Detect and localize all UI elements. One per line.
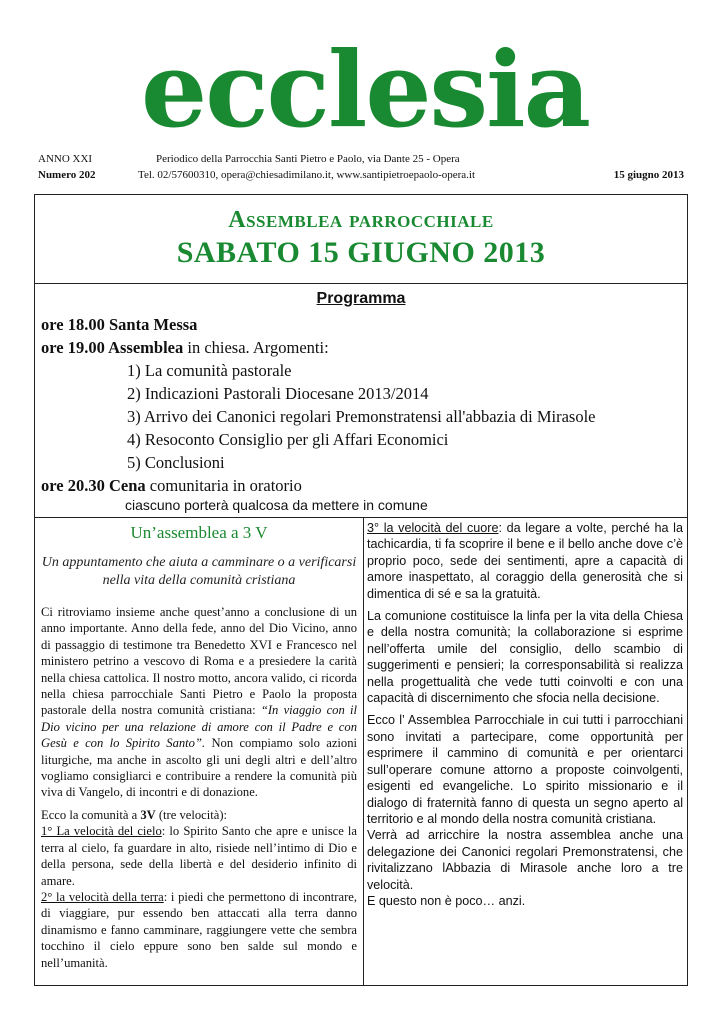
p2-bold: 3V: [140, 807, 156, 822]
publisher-info: [138, 151, 598, 183]
logo-text: ecclesia: [141, 38, 589, 148]
program-heading: Programma: [316, 290, 406, 307]
v1-label: 1° La velocità del cielo: [41, 824, 162, 839]
program-item: 4) Resoconto Consiglio per gli Affari Economici: [127, 430, 449, 449]
v2-text: : i piedi che permettono di incontrare, di viaggiare, pur essendo ben attaccati alla terra danno dinamismo e fanno camminare, raggiungere vette che sembra tocchino il cielo eppure sono ben salde sul mondo e nell’umanità.: [41, 889, 358, 970]
p2-text-a: Ecco la comunità a: [41, 807, 141, 822]
program-mass: ore 18.00 Santa Messa: [41, 315, 198, 334]
article-paragraph: [367, 520, 683, 602]
article-paragraph: [41, 807, 357, 971]
p2-text-b: (tre velocità):: [155, 807, 228, 822]
title-line1: Assemblea parrocchiale: [228, 207, 494, 233]
issue-info: [38, 151, 96, 183]
program-item: 3) Arrivo dei Canonici regolari Premonstratensi all'abbazia di Mirasole: [127, 407, 596, 426]
logo-svg: [100, 38, 630, 148]
publisher-line: Periodico della Parrocchia Santi Pietro e Paolo, via Dante 25 - Opera: [156, 153, 460, 165]
article-paragraph: [41, 604, 357, 801]
contact-line: Tel. 02/57600310, opera@chiesadimilano.it, www.santipietroepaolo-opera.it: [138, 169, 476, 181]
article-subtitle: Un appuntamento che aiuta a camminare o a verificarsi nella vita della comunità cristiana: [41, 555, 357, 588]
p1-text-a: Ci ritroviamo insieme anche quest’anno a conclusione di un anno importante. Anno della fede, anno del Dio Vicino, anno di passaggio di testimone tra Benedetto XVI e Francesco nel ministero petrino a vescovo di Roma e a presiedere la carità nella chiesa cattolica. Il nostro motto, ancora valido, ci ricorda nella chiesa parrocchiale Santi Pietro e Paolo la proposta pastorale della nostra comunità cristiana:: [41, 605, 357, 718]
program-assembly-time: ore 19.00 Assemblea: [41, 338, 184, 357]
article-right-column: [367, 520, 683, 909]
article-left-column: [41, 520, 357, 971]
program-box: [34, 284, 688, 518]
program-item: 5) Conclusioni: [127, 453, 225, 472]
issue-number: Numero 202: [38, 169, 96, 181]
v3-text: : da legare a volte, perché ha la tachicardia, ti fa scoprire il bene e il bello anche dove c’è proprio poco, sede dei sentimenti, apre a capacità di amore inaspettato, al coraggio della generosità che si dimentica di sé e sa la gratuità.: [367, 521, 683, 601]
masthead-logo: [100, 38, 630, 148]
article-paragraph: Verrà ad arricchire la nostra assemblea anche una delegazione dei Canonici regolari Premonstratensi, che rivitalizzano lAbbazia di Mirasole anche loro a tre velocità.: [367, 828, 683, 892]
title-line2: SABATO 15 GIUGNO 2013: [176, 236, 546, 269]
program-assembly-rest: in chiesa. Argomenti:: [183, 338, 329, 357]
p1-quote: “In viaggio con il Dio vicino per una relazione di amore con il Padre e con Gesù e con lo Spirito Santo”.: [41, 703, 357, 751]
program-note: ciascuno porterà qualcosa da mettere in comune: [125, 497, 428, 513]
column-divider: [363, 518, 364, 985]
v2-label: 2° la velocità della terra: [41, 889, 164, 904]
program-dinner-rest: comunitaria in oratorio: [145, 476, 302, 495]
program-dinner-time: ore 20.30 Cena: [41, 476, 146, 495]
article-paragraph: E questo non è poco… anzi.: [367, 893, 526, 908]
program-item: 1) La comunità pastorale: [127, 361, 292, 380]
issue-date: 15 giugno 2013: [613, 169, 684, 181]
p1-text-b: Non compiamo solo azioni liturgiche, ma anche in ascolto gli uni degli altri e dell’altro vogliamo consigliarci e contribuire a rendere la comunità più viva di Vangelo, di incontri e di donazione.: [41, 736, 357, 800]
v1-text: : lo Spirito Santo che apre e unisce la terra al cielo, fa guardare in alto, risiede nell’intimo di Dio e della persona, sede della libertà e del desiderio infinito di amare.: [41, 824, 357, 888]
article-box: [34, 518, 688, 986]
article-paragraph: Ecco l’ Assemblea Parrocchiale in cui tutti i parrocchiani sono invitati a partecipare, come opportunità per esprimere il cammino di comunità e per orientarci sull’operare comune attorno a proposte coinvolgenti, esigenti ed evangeliche. Lo spirito missionario e il dialogo di fraternità fanno di questa un segno aperto al territorio e al mondo della nostra comunità cristiana.: [367, 713, 683, 826]
program-dinner: [41, 475, 302, 497]
article-title: Un’assemblea a 3 V: [130, 523, 268, 542]
v3-label: 3° la velocità del cuore: [367, 521, 499, 535]
program-item: 2) Indicazioni Pastorali Diocesane 2013/2014: [127, 384, 429, 403]
program-assembly: [41, 337, 329, 359]
article-paragraph: La comunione costituisce la linfa per la vita della Chiesa e della nostra comunità; la collaborazione si esprime nell’offerta umile del consiglio, dello scambio di suggerimenti e pensieri; la corresponsabilità si realizza nella progettualità che vede tutti coinvolti e con una capacità di discernimento che sfocia nella decisione.: [367, 609, 683, 706]
title-box: [34, 194, 688, 284]
issue-year: ANNO XXI: [38, 153, 93, 165]
